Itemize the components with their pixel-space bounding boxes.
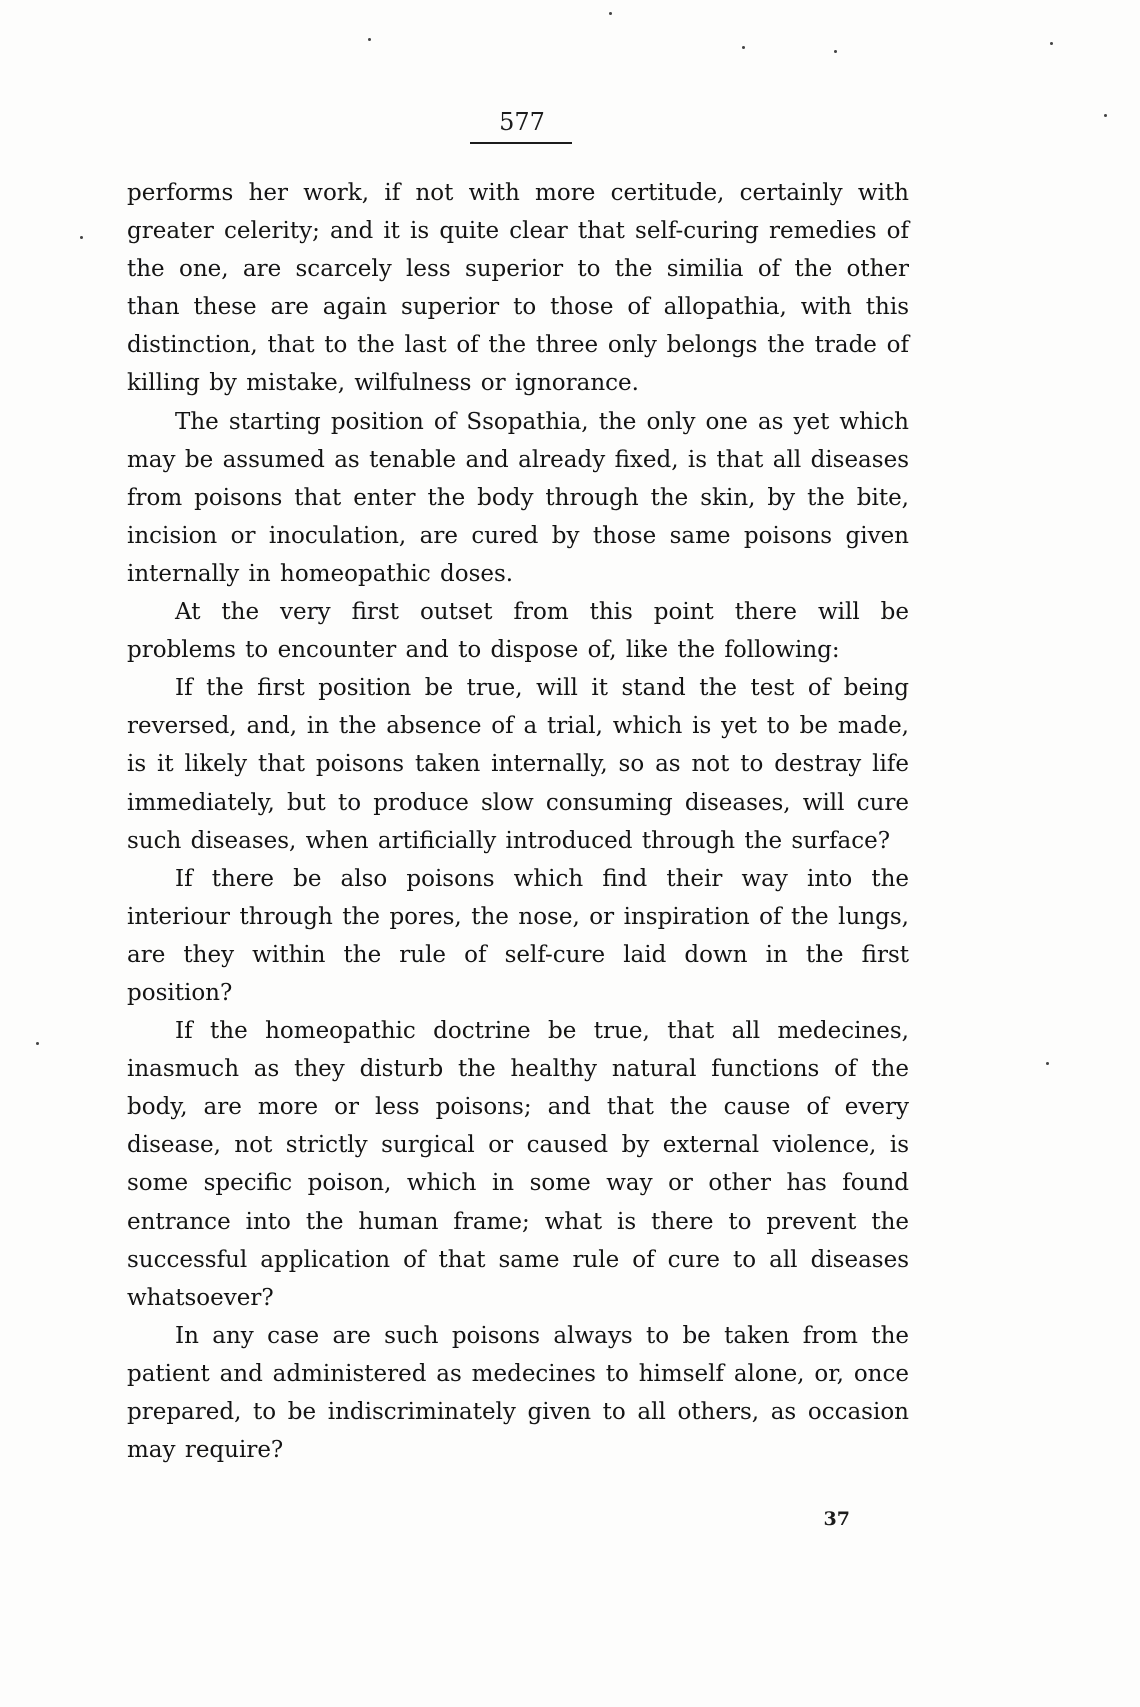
body-text bbox=[127, 174, 909, 1469]
scan-speck bbox=[834, 50, 837, 53]
scan-speck bbox=[1046, 1062, 1049, 1065]
paragraph-5: If there be also poisons which find their way into the interiour through the pores, the nose, or inspiration of the lungs, are they within the rule of self-cure laid down in the first position? bbox=[127, 865, 909, 1006]
paragraph-7: In any case are such poisons always to be taken from the patient and administered as medecines to himself alone, or, once prepared, to be indiscriminately given to all others, as occasion may require? bbox=[127, 1322, 909, 1464]
signature-mark: 37 bbox=[823, 1508, 850, 1530]
page-number-rule bbox=[470, 142, 572, 144]
paragraph-4: If the first position be true, will it stand the test of being reversed, and, in the absence of a trial, which is yet to be made, is it likely that poisons taken internally, so as not to destray life immediately, but to produce slow consuming diseases, will cure such diseases, when artificially introduced through the surface? bbox=[127, 675, 909, 854]
scan-speck bbox=[1104, 114, 1107, 117]
scan-speck bbox=[609, 12, 612, 15]
scan-speck bbox=[1050, 42, 1053, 45]
paragraph-1: performs her work, if not with more certitude, certainly with greater celerity; and it is quite clear that self-curing remedies of the one, are scarcely less superior to the similia of the other than these are again superior to those of allopathia, with this distinction, that to the last of the three only belongs the trade of killing by mistake, wilfulness or ignorance. bbox=[127, 180, 909, 397]
scan-speck bbox=[36, 1042, 39, 1045]
page-number: 577 bbox=[499, 108, 545, 136]
paragraph-3: At the very first outset from this point there will be problems to encounter and to dispose of, like the following: bbox=[127, 599, 909, 664]
scan-speck bbox=[80, 236, 83, 239]
paragraph-6: If the homeopathic doctrine be true, that all medecines, inasmuch as they disturb the healthy natural functions of the body, are more or less poisons; and that the cause of every disease, not strictly surgical or caused by external violence, is some specific poison, which in some way or other has found entrance into the human frame; what is there to prevent the successful application of that same rule of cure to all diseases whatsoever? bbox=[127, 1018, 909, 1311]
paragraph-2: The starting position of Ssopathia, the only one as yet which may be assumed as tenable and already fixed, is that all diseases from poisons that enter the body through the skin, by the bite, incision or inoculation, are cured by those same poisons given internally in homeopathic doses. bbox=[127, 408, 909, 587]
scan-speck bbox=[742, 46, 745, 49]
scan-speck bbox=[368, 38, 371, 41]
